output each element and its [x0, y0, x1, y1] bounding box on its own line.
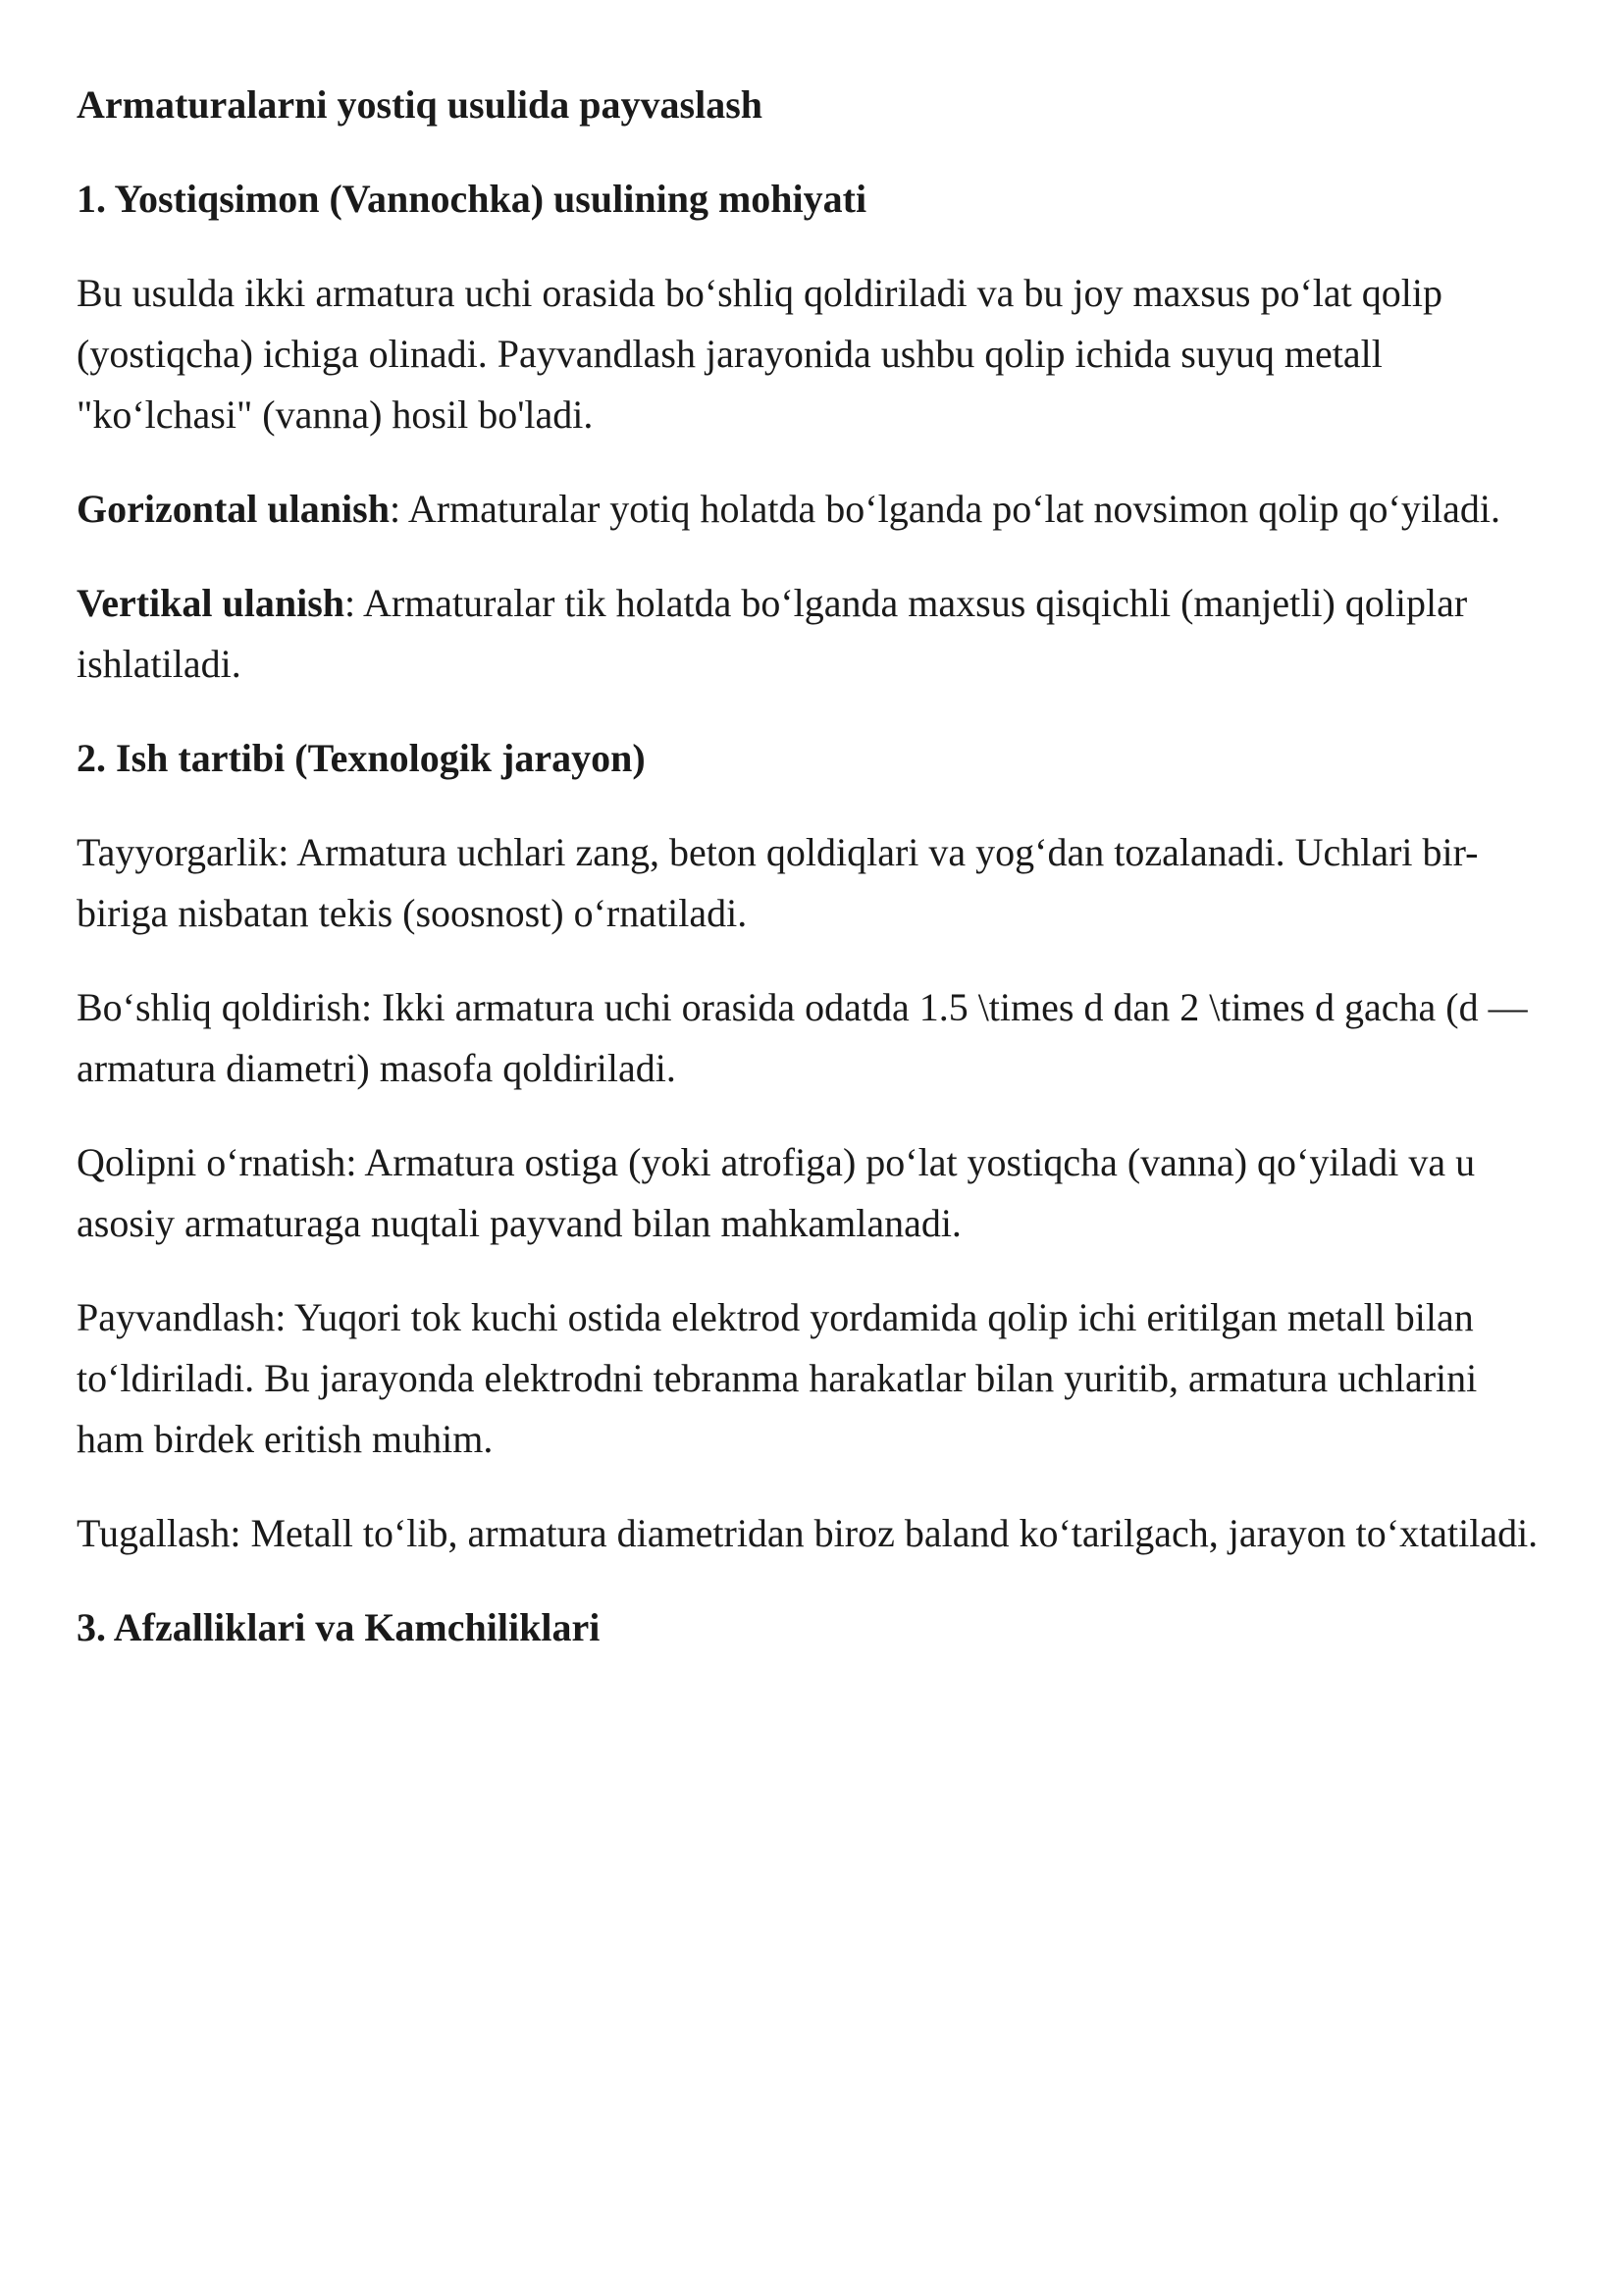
section-1-intro: Bu usulda ikki armatura uchi orasida bo‘shliq qoldiriladi va bu joy maxsus po‘lat qolip (yostiqcha) ichiga olinadi. Payvandlash jarayonida ushbu qolip ichida suyuq metall "ko‘lchasi" (vanna) hosil bo'ladi.: [77, 271, 1442, 437]
section-2-heading: 2. Ish tartibi (Texnologik jarayon): [77, 736, 646, 780]
vertical-joint-paragraph: [77, 573, 1548, 695]
horizontal-joint-text: : Armaturalar yotiq holatda bo‘lganda po‘lat novsimon qolip qo‘yiladi.: [389, 487, 1500, 531]
vertical-joint-text: : Armaturalar tik holatda bo‘lganda maxsus qisqichli (manjetli) qoliplar ishlatiladi.: [77, 581, 1468, 686]
document-title: Armaturalarni yostiq usulida payvaslash: [77, 82, 763, 127]
section-3-heading: 3. Afzalliklari va Kamchiliklari: [77, 1605, 601, 1649]
step-mould-install: Qolipni o‘rnatish: Armatura ostiga (yoki atrofiga) po‘lat yostiqcha (vanna) qo‘yiladi va u asosiy armaturaga nuqtali payvand bilan mahkamlanadi.: [77, 1140, 1476, 1245]
document-page: [77, 75, 1548, 1692]
step-gap: Bo‘shliq qoldirish: Ikki armatura uchi orasida odatda 1.5 \times d dan 2 \times d gacha (d — armatura diametri) masofa qoldiriladi.: [77, 985, 1528, 1090]
section-1-heading: 1. Yostiqsimon (Vannochka) usulining mohiyati: [77, 177, 867, 221]
horizontal-joint-paragraph: [77, 479, 1548, 540]
horizontal-joint-term: Gorizontal ulanish: [77, 487, 390, 531]
step-welding: Payvandlash: Yuqori tok kuchi ostida elektrod yordamida qolip ichi eritilgan metall bilan to‘ldiriladi. Bu jarayonda elektrodni tebranma harakatlar bilan yuritib, armatura uchlarini ham birdek eritish muhim.: [77, 1295, 1478, 1461]
step-preparation: Tayyorgarlik: Armatura uchlari zang, beton qoldiqlari va yog‘dan tozalanadi. Uchlari bir-biriga nisbatan tekis (soosnost) o‘rnatiladi.: [77, 830, 1479, 935]
vertical-joint-term: Vertikal ulanish: [77, 581, 345, 625]
step-finishing: Tugallash: Metall to‘lib, armatura diametridan biroz baland ko‘tarilgach, jarayon to‘xtatiladi.: [77, 1511, 1539, 1555]
